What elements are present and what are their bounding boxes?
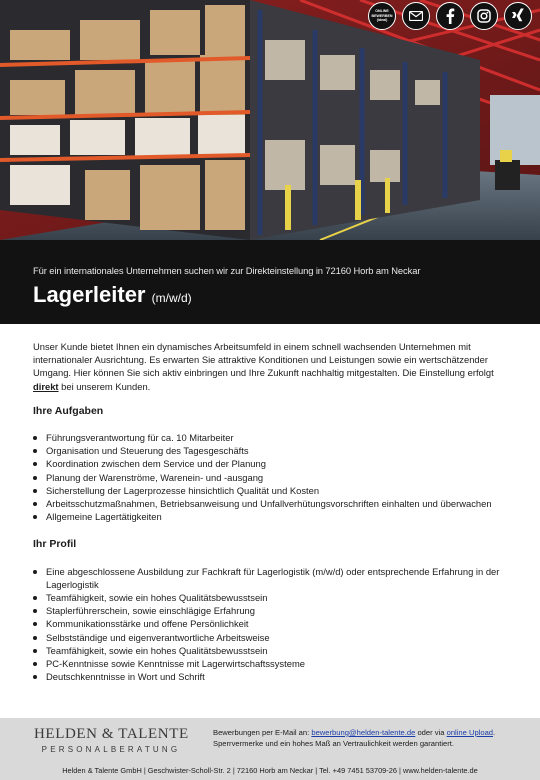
list-item: Selbstständige und eigenverantwortliche Arbeitsweise — [33, 631, 511, 644]
contact-prefix: Bewerbungen per E-Mail an: — [213, 728, 312, 737]
list-item: Arbeitsschutzmaßnahmen, Betriebsanweisung und Unfallverhütungsvorschriften einhalten und überwachen — [33, 497, 511, 510]
list-item: PC-Kenntnisse sowie Kenntnisse mit Lagerwirtschaftssysteme — [33, 657, 511, 670]
logo-tagline: PERSONALBERATUNG — [41, 745, 181, 754]
intro-paragraph — [33, 340, 511, 393]
list-item: Sicherstellung der Lagerprozesse hinsichtlich Qualität und Kosten — [33, 484, 511, 497]
xing-button[interactable] — [504, 2, 532, 30]
intro-text: Unser Kunde bietet Ihnen ein dynamisches Arbeitsumfeld in einem schnell wachsenden Unternehmen mit internationaler Ausrichtung. Es erwarten Sie attraktive Konditionen und Leistungen sowie ein wertschätzender Umgang. Hier können Sie sich aktiv einbringen und Ihre Zukunft nachhaltig mitgestalten. Die Einstellung erfolgt — [33, 341, 494, 379]
list-item: Teamfähigkeit, sowie ein hohes Qualitätsbewusstsein — [33, 591, 511, 604]
mail-button[interactable] — [402, 2, 430, 30]
list-item: Führungsverantwortung für ca. 10 Mitarbeiter — [33, 431, 511, 444]
job-title — [33, 282, 192, 308]
list-item: Organisation und Steuerung des Tagesgeschäfts — [33, 444, 511, 457]
instagram-icon — [477, 9, 491, 23]
job-description — [33, 340, 511, 683]
company-logo — [34, 726, 188, 754]
intro-text-end: bei unserem Kunden. — [58, 380, 151, 392]
footer — [0, 718, 540, 780]
list-item: Kommunikationsstärke und offene Persönlichkeit — [33, 617, 511, 630]
job-title-band — [0, 240, 540, 324]
company-address: Helden & Talente GmbH | Geschwister-Scholl-Str. 2 | 72160 Horb am Neckar | Tel. +49 7451 53709-26 | www.helden-talente.de — [62, 766, 478, 775]
logo-name: HELDEN & TALENTE — [34, 726, 189, 742]
list-item: Teamfähigkeit, sowie ein hohes Qualitätsbewusstsein — [33, 644, 511, 657]
profile-list — [33, 565, 511, 684]
hero-warehouse-photo — [0, 0, 540, 240]
list-item: Eine abgeschlossene Ausbildung zur Fachkraft für Lagerlogistik (m/w/d) oder entsprechende Erfahrung in der Lagerlogistik — [33, 565, 511, 591]
online-apply-label: ONLINE BEWERBEN (ideal) — [371, 9, 393, 23]
list-item: Allgemeine Lagertätigkeiten — [33, 510, 511, 523]
warehouse-illustration — [0, 0, 540, 240]
xing-icon — [511, 8, 525, 24]
list-item: Planung der Warenströme, Warenein- und -ausgang — [33, 471, 511, 484]
job-title-suffix: (m/w/d) — [151, 291, 192, 305]
application-contact — [213, 727, 495, 749]
job-subtitle: Für ein internationales Unternehmen suchen wir zur Direkteinstellung in 72160 Horb am Neckar — [33, 265, 421, 276]
list-item: Koordination zwischen dem Service und der Planung — [33, 457, 511, 470]
list-item: Deutschkenntnisse in Wort und Schrift — [33, 670, 511, 683]
online-upload-link[interactable]: online Upload — [446, 728, 494, 737]
email-link[interactable]: bewerbung@helden-talente.de — [311, 728, 416, 737]
intro-emphasis: direkt — [33, 380, 59, 392]
social-links — [368, 2, 532, 30]
list-item: Staplerführerschein, sowie einschlägige Erfahrung — [33, 604, 511, 617]
facebook-button[interactable] — [436, 2, 464, 30]
confidentiality-note: Sperrvermerke und ein hohes Maß an Vertraulichkeit werden garantiert. — [213, 739, 455, 748]
tasks-list — [33, 431, 511, 523]
mail-icon — [409, 11, 423, 21]
job-title-text: Lagerleiter — [33, 282, 146, 307]
contact-mid: oder via — [415, 728, 447, 737]
contact-end: . — [493, 728, 496, 737]
facebook-icon — [445, 8, 455, 24]
profile-heading: Ihr Profil — [33, 538, 77, 551]
instagram-button[interactable] — [470, 2, 498, 30]
online-apply-button[interactable] — [368, 2, 396, 30]
tasks-heading: Ihre Aufgaben — [33, 404, 104, 417]
